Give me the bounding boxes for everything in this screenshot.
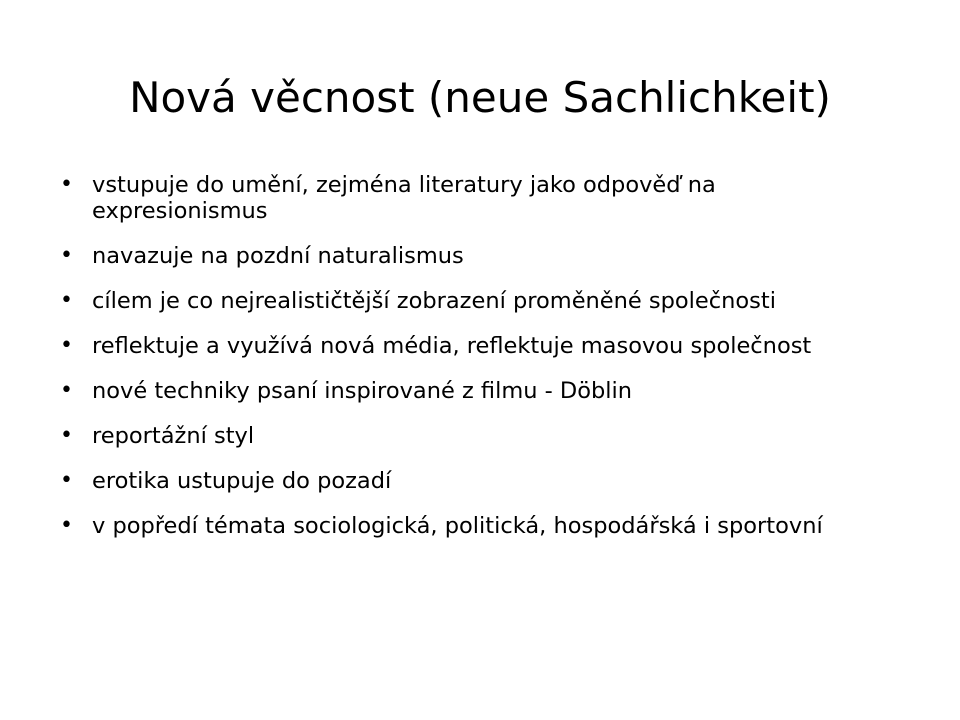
bullet-dot-icon: • bbox=[60, 243, 73, 268]
bullet-dot-icon: • bbox=[60, 288, 73, 313]
bullet-dot-icon: • bbox=[60, 513, 73, 538]
bullet-dot-icon: • bbox=[60, 468, 73, 493]
bullet-item bbox=[58, 378, 838, 404]
bullet-text: v popředí témata sociologická, politická, hospodářská i sportovní bbox=[92, 513, 823, 539]
bullet-dot-icon: • bbox=[60, 423, 73, 448]
bullet-text: cílem je co nejrealističtější zobrazení proměněné společnosti bbox=[92, 288, 776, 314]
bullet-text: reflektuje a využívá nová média, reflektuje masovou společnost bbox=[92, 333, 812, 359]
bullet-dot-icon: • bbox=[60, 378, 73, 403]
bullet-list bbox=[58, 172, 838, 558]
bullet-item bbox=[58, 243, 838, 269]
bullet-item bbox=[58, 468, 838, 494]
bullet-item bbox=[58, 172, 838, 224]
bullet-text: erotika ustupuje do pozadí bbox=[92, 468, 392, 494]
bullet-dot-icon: • bbox=[60, 172, 73, 197]
bullet-item bbox=[58, 423, 838, 449]
bullet-text: reportážní styl bbox=[92, 423, 255, 449]
bullet-text: nové techniky psaní inspirované z filmu - Döblin bbox=[92, 378, 633, 404]
bullet-item bbox=[58, 333, 838, 359]
bullet-text: vstupuje do umění, zejména literatury jako odpověď na expresionismus bbox=[92, 172, 716, 224]
slide-title: Nová věcnost (neue Sachlichkeit) bbox=[129, 73, 831, 122]
bullet-text: navazuje na pozdní naturalismus bbox=[92, 243, 464, 269]
bullet-dot-icon: • bbox=[60, 333, 73, 358]
bullet-item bbox=[58, 513, 838, 539]
bullet-item bbox=[58, 288, 838, 314]
